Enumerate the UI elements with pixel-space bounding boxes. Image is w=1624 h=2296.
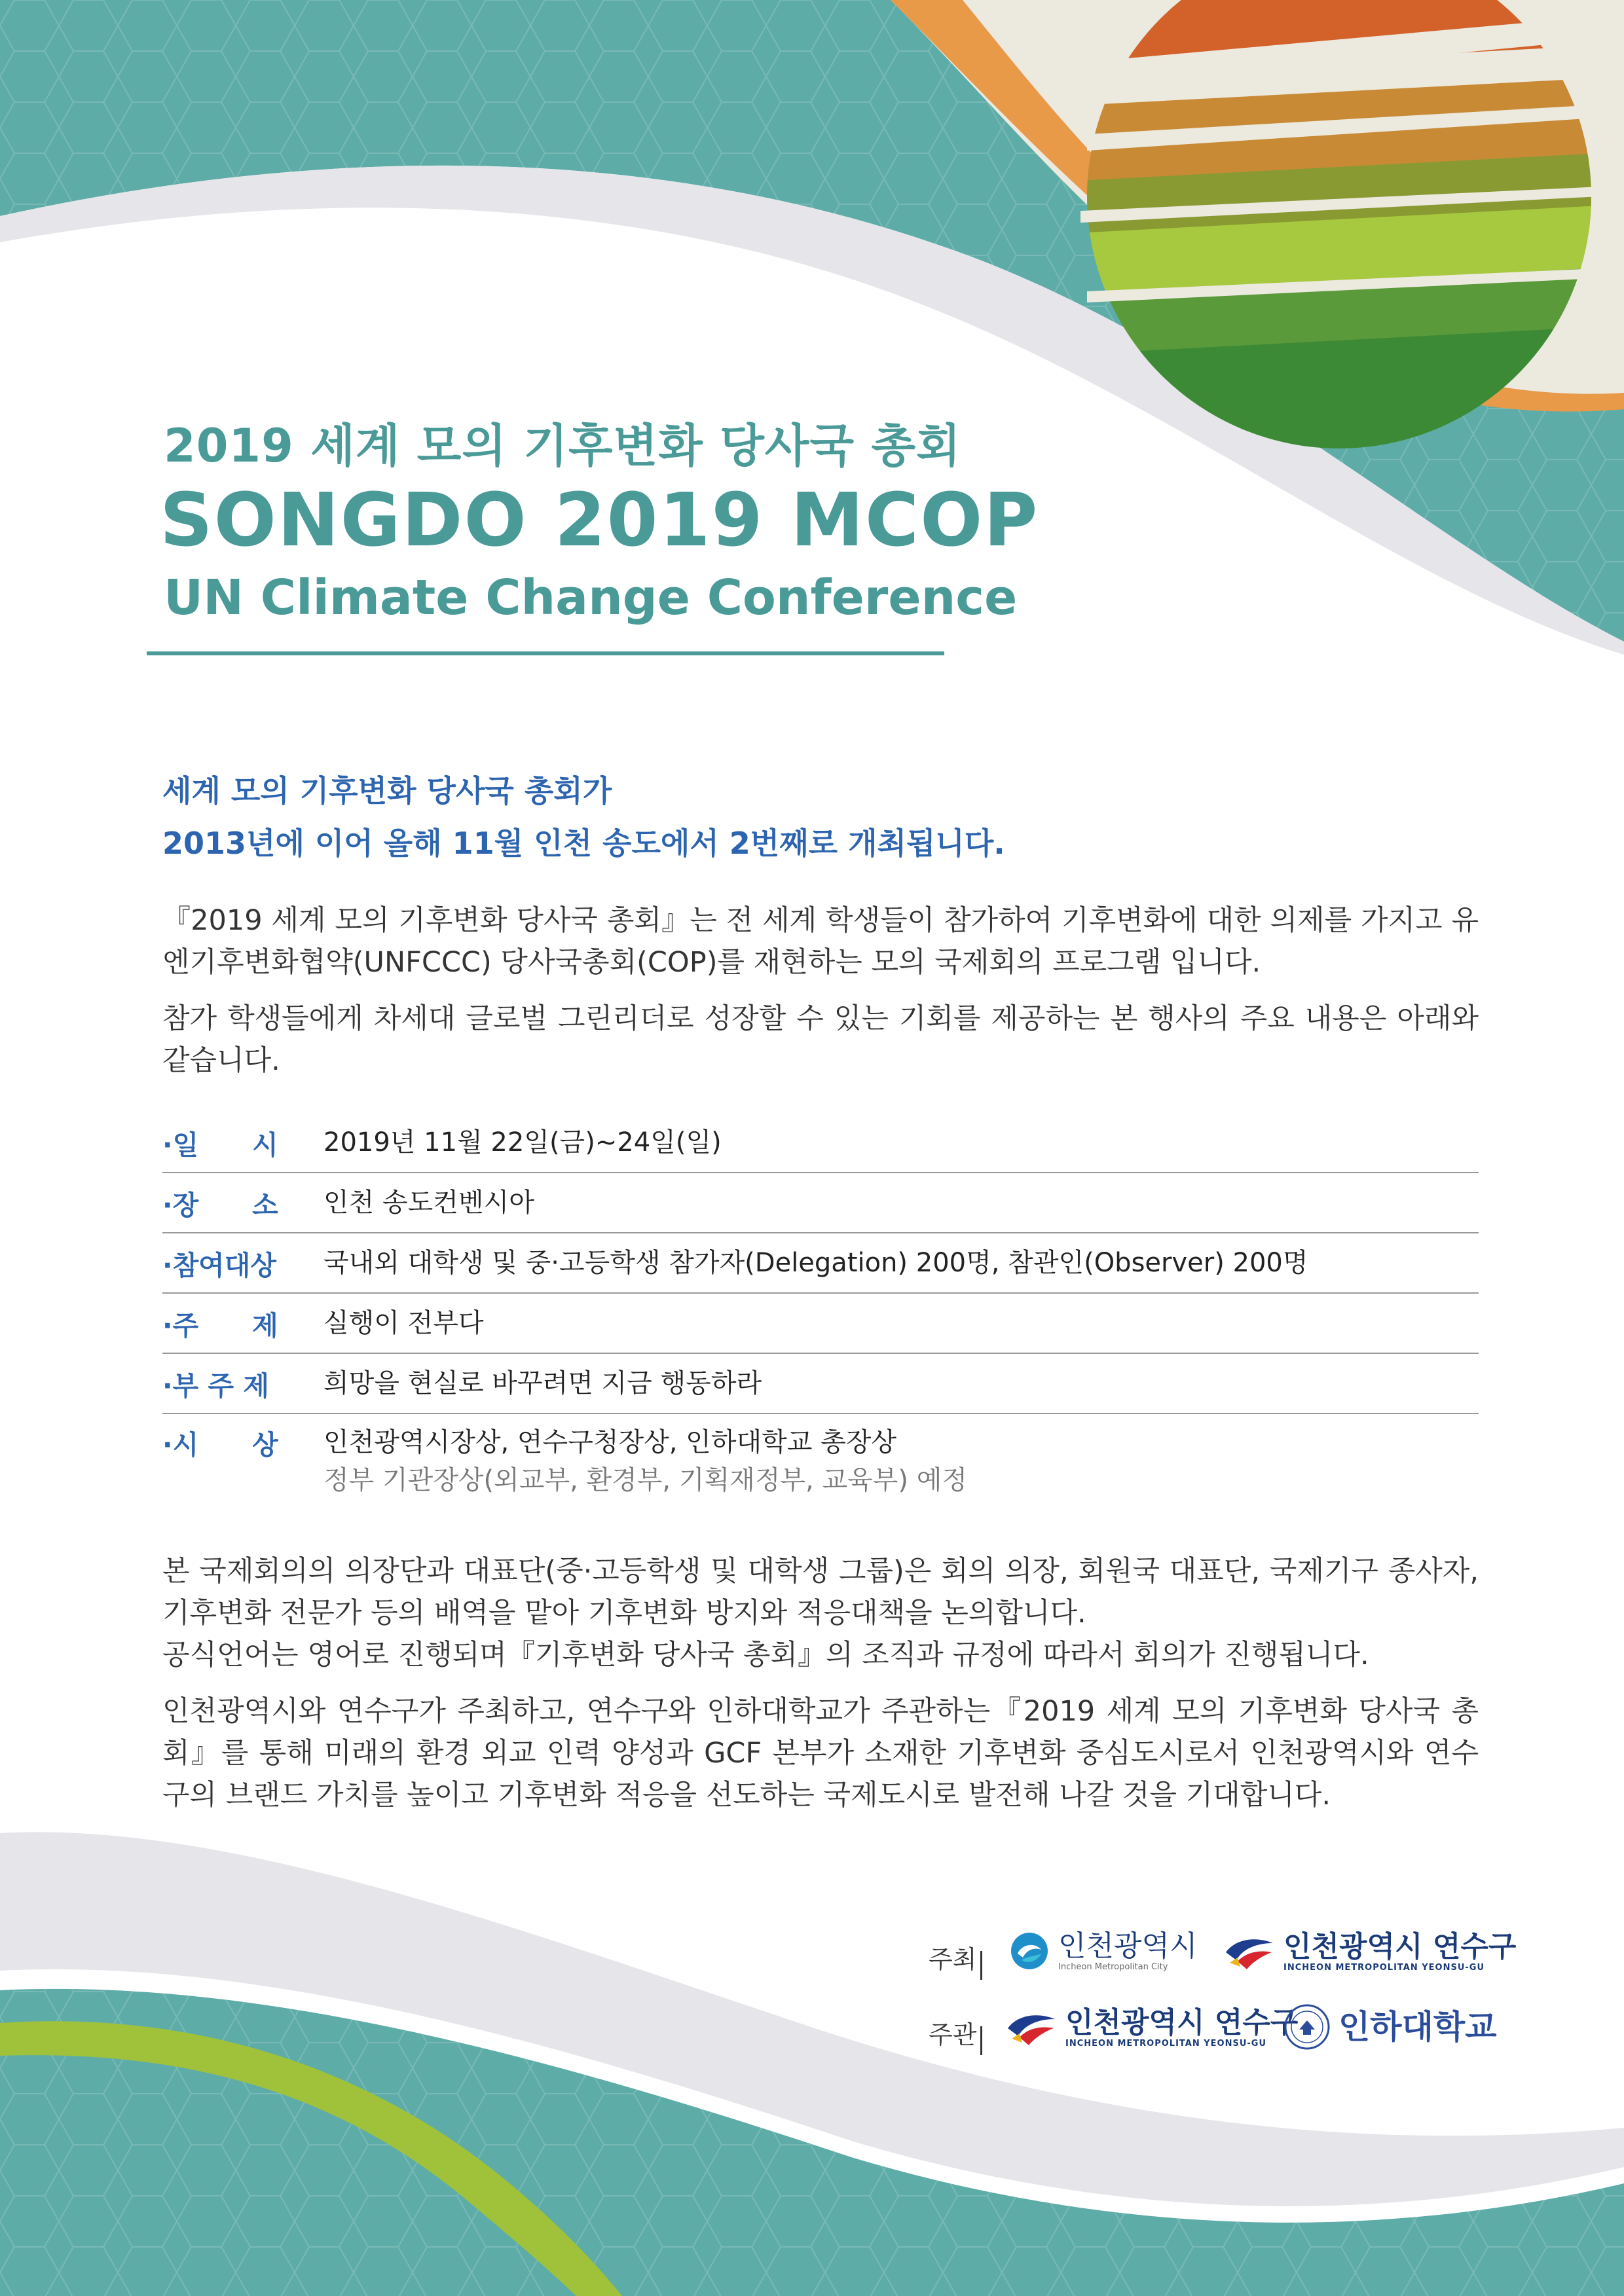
incheon-city-logo xyxy=(1008,1930,1198,1972)
inha-logo-kr: 인하대학교 xyxy=(1338,2008,1497,2046)
yeonsu-logo-kr: 인천광역시 연수구 xyxy=(1065,2006,1299,2039)
host-label-group xyxy=(929,1939,982,1980)
inha-university-logo xyxy=(1283,2003,1497,2050)
info-value xyxy=(323,1423,967,1499)
intro-paragraph-1: 『2019 세계 모의 기후변화 당사국 총회』는 전 세계 학생들이 참가하여 기후변화에 대한 의제를 가지고 유엔기후변화협약(UNFCCC) 당사국총회(COP)를 재현하는 모의 국제회의 프로그램 입니다. xyxy=(162,904,1479,979)
info-row-theme xyxy=(162,1294,1479,1354)
incheon-logo-kr: 인천광역시 xyxy=(1058,1929,1198,1963)
info-value: 희망을 현실로 바꾸려면 지금 행동하라 xyxy=(323,1368,762,1398)
inha-seal-icon xyxy=(1283,2003,1331,2050)
event-info-table xyxy=(162,1113,1479,1499)
title-subtitle: UN Climate Change Conference xyxy=(164,570,1018,626)
yeonsu-logo-organizer xyxy=(1005,2007,1298,2049)
awards-main: 인천광역시장상, 연수구청장상, 인하대학교 총장상 xyxy=(323,1427,897,1457)
info-label: ·주 제 xyxy=(162,1309,278,1341)
yeonsu-logo-host xyxy=(1223,1931,1516,1973)
lead-line-1: 세계 모의 기후변화 당사국 총회가 xyxy=(162,773,612,809)
lead-line-2: 2013년에 이어 올해 11월 인천 송도에서 2번째로 개최됩니다. xyxy=(162,826,1005,861)
body-paragraph-1-line-1: 본 국제회의의 의장단과 대표단(중·고등학생 및 대학생 그룹)은 회의 의장, 회원국 대표단, 국제기구 종사자, 기후변화 전문가 등의 배역을 맡아 기후변화 방지와 적응대책을 논의합니다. xyxy=(162,1555,1479,1630)
yeonsu-emblem-icon xyxy=(1005,2010,1058,2047)
incheon-logo-en: Incheon Metropolitan City xyxy=(1058,1961,1168,1972)
intro-paragraph-2: 참가 학생들에게 차세대 글로벌 그린리더로 성장할 수 있는 기회를 제공하는 본 행사의 주요 내용은 아래와 같습니다. xyxy=(162,1002,1479,1077)
info-label: ·장 소 xyxy=(162,1189,278,1221)
info-label: ·부 주 제 xyxy=(162,1370,269,1402)
info-row-participants xyxy=(162,1233,1479,1294)
organizer-label-group xyxy=(929,2014,982,2055)
title-divider xyxy=(147,651,944,655)
info-value: 인천 송도컨벤시아 xyxy=(323,1188,534,1218)
title-korean: 2019 세계 모의 기후변화 당사국 총회 xyxy=(164,419,961,473)
info-value: 국내외 대학생 및 중·고등학생 참가자(Delegation) 200명, 참관인(Observer) 200명 xyxy=(323,1248,1308,1278)
yeonsu-logo-en: INCHEON METROPOLITAN YEONSU-GU xyxy=(1065,2039,1267,2049)
info-row-date xyxy=(162,1113,1479,1173)
info-label: ·시 상 xyxy=(162,1429,278,1461)
info-label: ·일 시 xyxy=(162,1129,278,1161)
incheon-emblem-icon xyxy=(1008,1930,1050,1972)
info-label: ·참여대상 xyxy=(162,1249,276,1281)
info-row-awards xyxy=(162,1414,1479,1499)
yeonsu-logo-en: INCHEON METROPOLITAN YEONSU-GU xyxy=(1283,1963,1485,1973)
info-value: 2019년 11월 22일(금)~24일(일) xyxy=(323,1127,722,1157)
body-paragraph-2: 인천광역시와 연수구가 주최하고, 연수구와 인하대학교가 주관하는『2019 세계 모의 기후변화 당사국 총회』를 통해 미래의 환경 외교 인력 양성과 GCF 본부가 소재한 기후변화 중심도시로서 인천광역시와 연수구의 브랜드 가치를 높이고 기후변화 적응을 선도하는 국제도시로 발전해 나갈 것을 기대합니다. xyxy=(162,1695,1479,1812)
yeonsu-emblem-icon xyxy=(1223,1934,1276,1971)
host-label: 주최 xyxy=(929,1945,977,1974)
body-paragraph-1 xyxy=(162,1550,1479,1676)
title-main: SONGDO 2019 MCOP xyxy=(160,478,1039,563)
lead-announcement xyxy=(162,765,1005,869)
organizer-label: 주관 xyxy=(929,2020,977,2049)
info-row-subtheme xyxy=(162,1354,1479,1414)
info-row-venue xyxy=(162,1173,1479,1233)
body-paragraph-1-line-2: 공식언어는 영어로 진행되며『기후변화 당사국 총회』의 조직과 규정에 따라서 회의가 진행됩니다. xyxy=(162,1639,1369,1671)
yeonsu-logo-kr: 인천광역시 연수구 xyxy=(1283,1930,1517,1963)
info-value: 실행이 전부다 xyxy=(323,1308,484,1338)
awards-note: 정부 기관장상(외교부, 환경부, 기획재정부, 교육부) 예정 xyxy=(323,1465,968,1495)
